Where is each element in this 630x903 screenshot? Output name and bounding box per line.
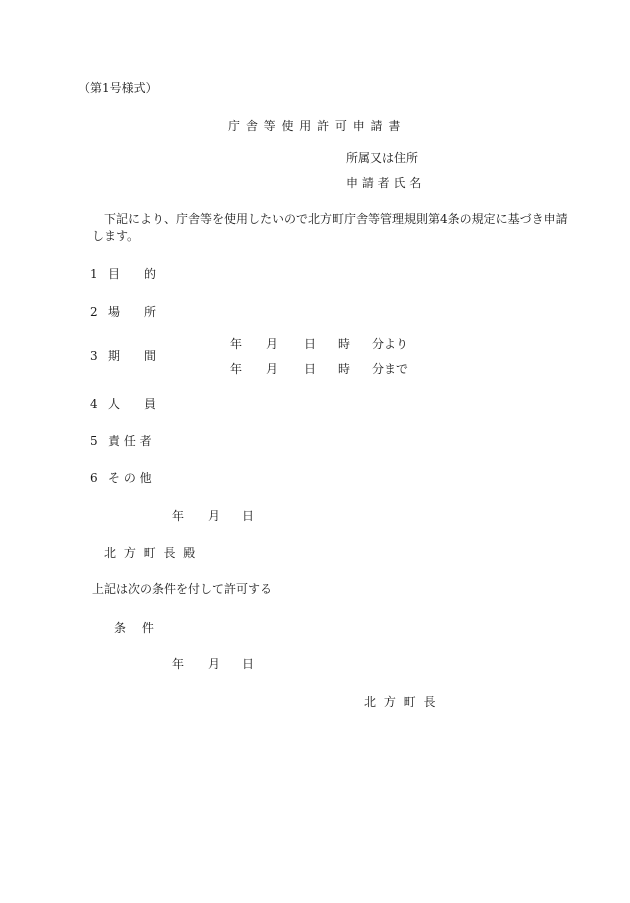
item-label: 人 員	[108, 397, 157, 411]
item-number: 1	[90, 267, 98, 281]
period-start-hour: 時	[338, 337, 351, 351]
period-end-day: 日	[304, 362, 317, 376]
approval-date-year: 年	[172, 657, 185, 671]
period-end	[230, 361, 408, 377]
application-date-year: 年	[172, 509, 185, 523]
item-period	[90, 348, 156, 364]
item-purpose	[90, 266, 156, 282]
conditions-label: 条 件	[114, 621, 160, 635]
period-start-minute: 分より	[372, 337, 409, 351]
approval-date-month: 月	[208, 657, 221, 671]
period-end-month: 月	[266, 362, 279, 376]
item-people	[90, 396, 156, 412]
period-start-month: 月	[266, 337, 279, 351]
application-date-day: 日	[242, 509, 255, 523]
applicant-name-label: 申 請 者 氏 名	[346, 176, 422, 190]
period-end-year: 年	[230, 362, 243, 376]
item-number: 6	[90, 471, 98, 485]
item-number: 4	[90, 397, 98, 411]
approval-text: 上記は次の条件を付して許可する	[92, 582, 273, 596]
item-number: 5	[90, 434, 98, 448]
item-responsible-person	[90, 433, 152, 449]
approval-date-day: 日	[242, 657, 255, 671]
period-end-hour: 時	[338, 362, 351, 376]
approval-date	[172, 656, 254, 672]
item-place	[90, 304, 156, 320]
period-end-minute: 分まで	[372, 362, 409, 376]
form-number: （第1号様式）	[78, 81, 158, 95]
item-number: 3	[90, 349, 98, 363]
period-start	[230, 336, 408, 352]
application-date	[172, 508, 254, 524]
signature: 北 方 町 長	[364, 695, 438, 709]
addressee: 北 方 町 長 殿	[104, 546, 198, 560]
item-other	[90, 470, 152, 486]
period-start-year: 年	[230, 337, 243, 351]
page-title: 庁 舎 等 使 用 許 可 申 請 書	[228, 119, 402, 133]
item-label: 場 所	[108, 305, 157, 319]
item-number: 2	[90, 305, 98, 319]
item-label: そ の 他	[108, 471, 152, 485]
affiliation-label: 所属又は住所	[346, 151, 419, 165]
body-text-line-2: します。	[92, 229, 140, 243]
period-start-day: 日	[304, 337, 317, 351]
item-label: 期 間	[108, 349, 157, 363]
body-text-line-1: 下記により、庁舎等を使用したいので北方町庁舎等管理規則第4条の規定に基づき申請	[104, 212, 568, 226]
item-label: 責 任 者	[108, 434, 152, 448]
item-label: 目 的	[108, 267, 157, 281]
application-date-month: 月	[208, 509, 221, 523]
